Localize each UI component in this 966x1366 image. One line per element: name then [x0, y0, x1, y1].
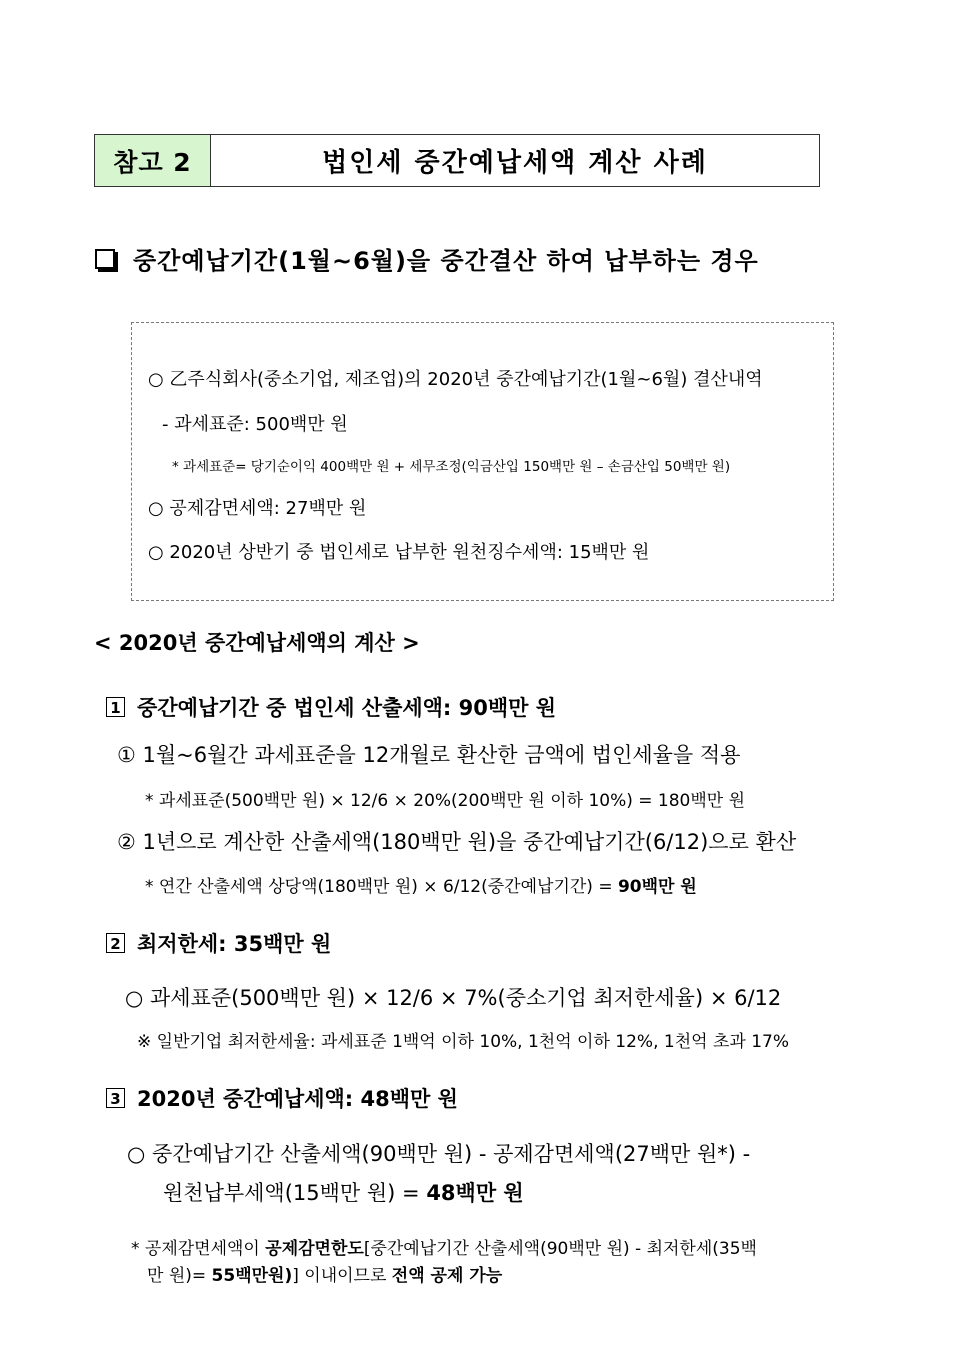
step3-heading-text: 2020년 중간예납세액: 48백만 원 [137, 1087, 458, 1111]
footnote-bold-limit: 공제감면한도 [265, 1239, 364, 1259]
step1-heading-text: 중간예납기간 중 법인세 산출세액: 90백만 원 [137, 696, 557, 720]
footnote-bold-amount: 55백만원) [211, 1266, 293, 1286]
footnote-text-c: [중간예납기간 산출세액(90백만 원) - 최저한세(35백 [363, 1239, 757, 1259]
footnote-text-a: * 공제감면세액이 [131, 1239, 266, 1259]
step3-footnote-2 [147, 1261, 502, 1286]
calc-heading: < 2020년 중간예납세액의 계산 > [94, 631, 420, 655]
step3-line2-text: 원천납부세액(15백만 원) = [163, 1181, 427, 1205]
section-heading: 중간예납기간(1월~6월)을 중간결산 하여 납부하는 경우 [133, 247, 759, 275]
page-title: 법인세 중간예납세액 계산 사례 [322, 148, 708, 178]
step1-item2-note-text: * 연간 산출세액 상당액(180백만 원) × 6/12(중간예납기간) = [145, 877, 618, 897]
step2-note: ※ 일반기업 최저한세율: 과세표준 1백억 이하 10%, 1천억 이하 12%, 1천억 초과 17% [137, 1032, 789, 1052]
step1-result: 90백만 원 [617, 877, 697, 897]
step3-line2 [163, 1177, 524, 1207]
footnote-text-2a: 만 원)= [147, 1266, 212, 1286]
footnote-bold-full-deduction: 전액 공제 가능 [391, 1266, 503, 1286]
info-line-4: ○ 공제감면세액: 27백만 원 [148, 498, 367, 519]
info-line-3: * 과세표준= 당기순이익 400백만 원 + 세무조정(익금산입 150백만 원 – 손금산입 50백만 원) [172, 459, 731, 475]
checkbox-icon [95, 249, 115, 269]
step1-number: 1 [106, 697, 125, 717]
step2-heading-text: 최저한세: 35백만 원 [137, 932, 332, 956]
step3-result: 48백만 원 [426, 1181, 524, 1205]
step2-item1: ○ 과세표준(500백만 원) × 12/6 × 7%(중소기업 최저한세율) × 6/12 [125, 986, 782, 1010]
step3-heading [106, 1083, 458, 1113]
step1-item2: ② 1년으로 계산한 산출세액(180백만 원)을 중간예납기간(6/12)으로 환산 [117, 830, 797, 854]
step1-item1-note: * 과세표준(500백만 원) × 12/6 × 20%(200백만 원 이하 10%) = 180백만 원 [145, 791, 746, 811]
step3-footnote-1 [131, 1234, 757, 1259]
step1-item1: ① 1월~6월간 과세표준을 12개월로 환산한 금액에 법인세율을 적용 [117, 743, 741, 767]
info-line-5: ○ 2020년 상반기 중 법인세로 납부한 원천징수세액: 15백만 원 [148, 542, 650, 563]
title-tag: 참고 2 [95, 135, 211, 186]
step3-line1: ○ 중간예납기간 산출세액(90백만 원) - 공제감면세액(27백만 원*) - [127, 1142, 751, 1166]
step3-number: 3 [106, 1088, 125, 1108]
step1-item2-note [145, 872, 697, 897]
step2-number: 2 [106, 933, 125, 953]
step2-heading [106, 928, 331, 958]
info-line-1: ○ 乙주식회사(중소기업, 제조업)의 2020년 중간예납기간(1월~6월) 결산내역 [148, 369, 763, 390]
title-box [94, 134, 820, 187]
footnote-text-2c: ] 이내이므로 [292, 1266, 392, 1286]
info-line-2: - 과세표준: 500백만 원 [162, 414, 348, 435]
step1-heading [106, 692, 556, 722]
